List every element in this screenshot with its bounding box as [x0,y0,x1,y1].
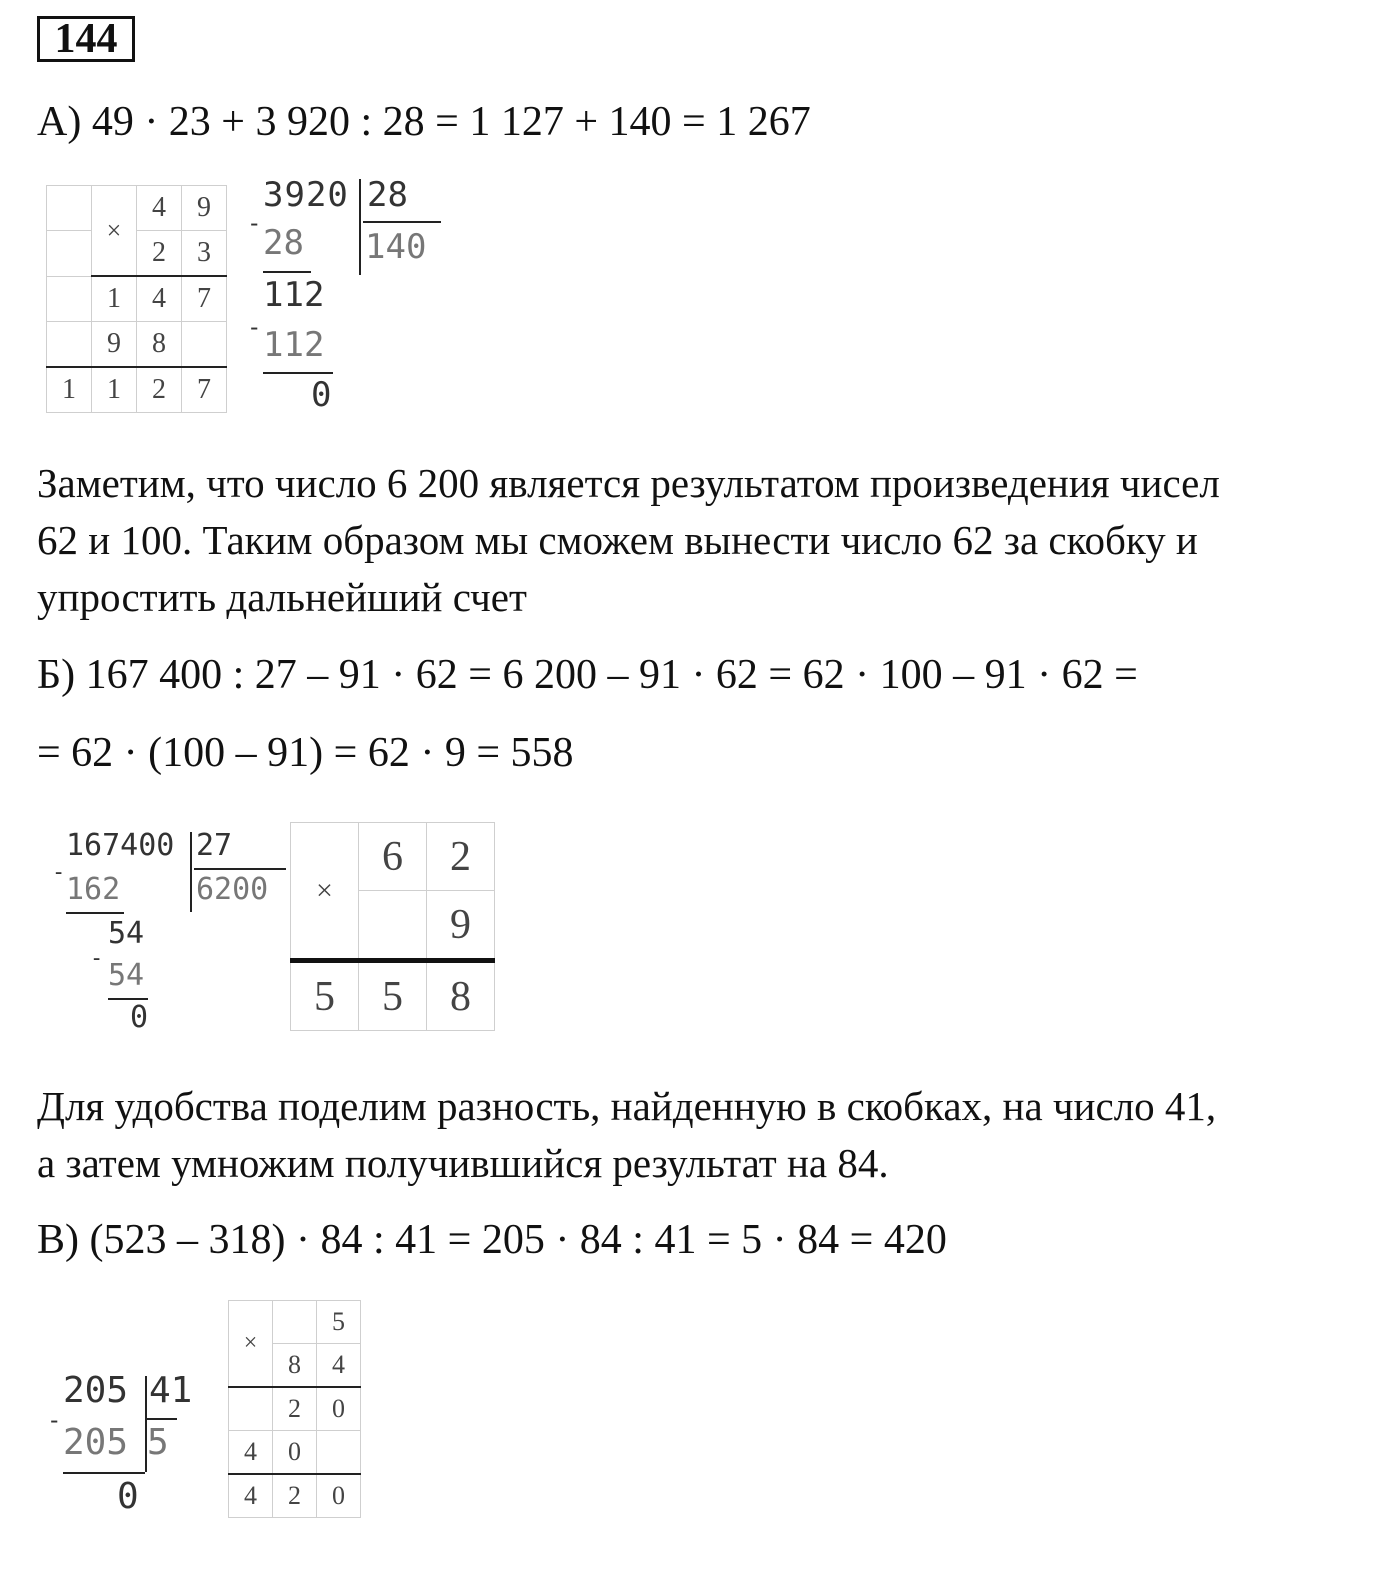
paragraph-2 [37,1078,1216,1192]
grid-cell: 2 [137,231,182,277]
division-vertical-line [359,179,361,275]
grid-cell: 5 [317,1301,361,1344]
division-step: 54 [108,958,145,993]
grid-cell: 6 [359,823,427,891]
quotient-line [194,868,286,870]
paragraph-line: Для удобства поделим разность, найденную в скобках, на число 41, [37,1083,1217,1129]
grid-cell: 2 [427,823,495,891]
division-step: 0 [130,1000,149,1035]
division-step: 205 [63,1422,129,1463]
grid-cell [317,1431,361,1475]
paragraph-1 [37,455,1220,626]
divisor: 28 [367,175,408,215]
grid-cell: 9 [427,891,495,961]
grid-cell [229,1387,273,1431]
quotient: 140 [365,227,427,267]
multiply-sign: × [229,1301,273,1388]
grid-cell: 7 [182,367,227,413]
grid-cell: 4 [317,1344,361,1388]
part-c-division [45,1370,215,1520]
grid-cell: 9 [92,322,137,368]
part-b-division [50,828,295,1038]
grid-cell: 8 [273,1344,317,1388]
grid-cell [359,891,427,961]
division-step: 112 [263,325,325,365]
paragraph-line: а затем умножим получившийся результат на 84. [37,1140,889,1186]
quotient: 6200 [196,872,269,907]
division-step: 28 [263,223,304,263]
grid-cell: 8 [137,322,182,368]
quotient: 5 [147,1422,169,1463]
division-step: 162 [66,872,121,907]
grid-cell: 4 [137,186,182,231]
grid-cell [47,231,92,277]
divisor: 27 [196,828,233,863]
minus-sign: - [90,946,104,971]
part-b-equation-line2: = 62 · (100 – 91) = 62 · 9 = 558 [37,730,574,776]
part-a-division [245,175,445,425]
grid-cell: 2 [273,1387,317,1431]
grid-cell [273,1301,317,1344]
quotient-line [147,1418,177,1420]
grid-cell: 1 [92,367,137,413]
division-vertical-line [190,832,192,912]
grid-cell: 2 [273,1474,317,1518]
divisor: 41 [149,1370,193,1411]
part-a-equation: А) 49 · 23 + 3 920 : 28 = 1 127 + 140 = 1 267 [37,99,811,145]
part-a-mult-grid [46,185,227,413]
grid-cell: 4 [137,276,182,322]
grid-cell: 1 [92,276,137,322]
minus-sign: - [52,860,66,885]
grid-cell: 5 [291,961,359,1031]
dividend: 205 [63,1370,129,1411]
step-line [66,912,124,914]
division-step: 112 [263,275,325,315]
grid-cell [47,186,92,231]
part-c-equation: В) (523 – 318) · 84 : 41 = 205 · 84 : 41 = 5 · 84 = 420 [37,1217,947,1263]
paragraph-line: 62 и 100. Таким образом мы сможем вынести число 62 за скобку и [37,517,1198,563]
multiply-sign: × [291,823,359,961]
grid-cell: 0 [273,1431,317,1475]
grid-cell: 7 [182,276,227,322]
minus-sign: - [247,313,262,341]
grid-cell: 8 [427,961,495,1031]
grid-cell [47,322,92,368]
division-step: 0 [117,1476,139,1517]
grid-cell: 1 [47,367,92,413]
dividend: 3920 [263,175,349,215]
minus-sign: - [247,209,262,237]
step-line [63,1472,145,1474]
task-number-box [37,16,135,62]
division-step: 0 [311,375,332,415]
grid-cell: 0 [317,1474,361,1518]
grid-cell [182,322,227,368]
part-b-equation-line1: Б) 167 400 : 27 – 91 · 62 = 6 200 – 91 · 62 = 62 · 100 – 91 · 62 = [37,652,1138,698]
grid-cell [47,276,92,322]
quotient-line [363,221,441,223]
dividend: 167400 [66,828,175,863]
step-line [263,372,333,374]
paragraph-line: Заметим, что число 6 200 является результатом произведения чисел [37,460,1220,506]
multiply-sign: × [92,186,137,277]
division-step: 54 [108,916,145,951]
grid-cell: 5 [359,961,427,1031]
task-number: 144 [54,16,118,62]
grid-cell: 4 [229,1474,273,1518]
part-c-mult-grid [228,1300,361,1518]
grid-cell: 4 [229,1431,273,1475]
grid-cell: 3 [182,231,227,277]
minus-sign: - [47,1406,62,1434]
part-b-mult-grid [290,822,495,1031]
grid-cell: 2 [137,367,182,413]
grid-cell: 9 [182,186,227,231]
step-line [263,271,311,273]
paragraph-line: упростить дальнейший счет [37,574,527,620]
grid-cell: 0 [317,1387,361,1431]
